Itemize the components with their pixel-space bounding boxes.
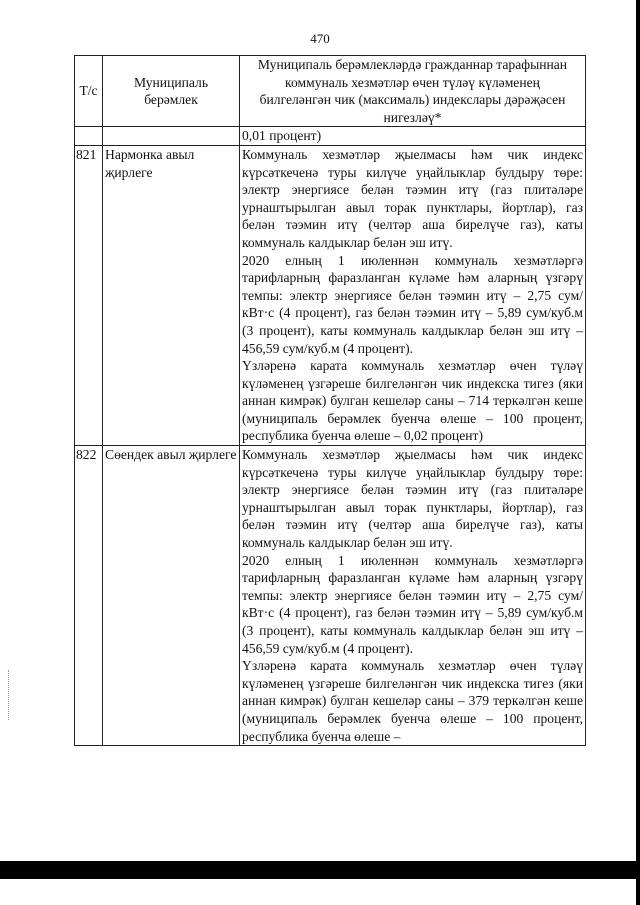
- scan-margin-mark: [8, 670, 13, 720]
- continuation-text: 0,01 процент): [240, 127, 586, 146]
- paragraph-tariffs: 2020 елның 1 июленнән коммуналь хезмәтләргә тарифларның фаразланган күләме һәм аларның үзгәрү темпы: электр энергиясе белән тәэмин итү – 2,75 сум/кВт·с (4 процент), газ белән тәэмин итү – 5,89 сум/куб.м (3 процент), каты коммуналь калдыклар белән эш итү – 456,59 сум/куб.м (4 процент).: [242, 552, 583, 656]
- header-description: Муниципаль берәмлекләрдә гражданнар тарафыннан коммуналь хезмәтләр өчен түләү күләменең билгеләнгән чик (максималь) индекслары дәрәҗәсен нигезләү*: [240, 56, 586, 127]
- row-number: 821: [75, 145, 103, 445]
- table-row: [75, 446, 586, 746]
- paragraph-tariffs: 2020 елның 1 июленнән коммуналь хезмәтләргә тарифларның фаразланган күләме һәм аларның үзгәрү темпы: электр энергиясе белән тәэмин итү – 2,75 сум/кВт·с (4 процент), газ белән тәэмин итү – 5,89 сум/куб.м (3 процент), каты коммуналь калдыклар белән эш итү – 456,59 сум/куб.м (4 процент).: [242, 252, 583, 356]
- continuation-municipality-cell: [103, 127, 240, 146]
- scan-right-edge: [636, 0, 640, 905]
- continuation-num-cell: [75, 127, 103, 146]
- paragraph-utilities: Коммуналь хезмәтләр җыелмасы һәм чик индекс күрсәткеченә туры килүче уңайлыклар булдыру төре: электр энергиясе белән тәэмин итү (газ плитәләре урнаштырылган авыл торак пунктлары, йортлар), газ белән тәэмин итү (челтәр аша бирелүче газ), каты коммуналь калдыклар белән эш итү.: [242, 447, 583, 551]
- paragraph-persons: Үзләренә карата коммуналь хезмәтләр өчен түләү күләменең үзгәреше билгеләнгән чик индекска тигез (яки аннан кимрәк) булган кешеләр саны – 714 теркәлгән кеше (муниципаль берәмлек буенча өлеше – 100 процент, республика буенча өлеше – 0,02 процент): [242, 358, 583, 444]
- page-number: 470: [310, 31, 330, 46]
- paragraph-utilities: Коммуналь хезмәтләр җыелмасы һәм чик индекс күрсәткеченә туры килүче уңайлыклар булдыру төре: электр энергиясе белән тәэмин итү (газ плитәләре урнаштырылган авыл торак пунктлары, йортлар), газ белән тәэмин итү (челтәр аша бирелүче газ), каты коммуналь калдыклар белән эш итү.: [242, 146, 583, 250]
- table-row: [75, 145, 586, 445]
- description-cell: [240, 446, 586, 746]
- municipal-index-table: [74, 55, 586, 746]
- header-municipality: Муниципаль берәмлек: [103, 56, 240, 127]
- description-cell: [240, 145, 586, 445]
- row-number: 822: [75, 446, 103, 746]
- table-header-row: [75, 56, 586, 127]
- header-num: Т/с: [75, 56, 103, 127]
- scan-bottom-bar: [0, 861, 640, 879]
- continuation-row: [75, 127, 586, 146]
- municipality-name: Сөендек авыл җирлеге: [103, 446, 240, 746]
- municipality-name: Нармонка авыл җирлеге: [103, 145, 240, 445]
- paragraph-persons: Үзләренә карата коммуналь хезмәтләр өчен түләү күләменең үзгәреше билгеләнгән чик индекска тигез (яки аннан кимрәк) булган кешеләр саны – 379 теркәлгән кеше (муниципаль берәмлек буенча өлеше – 100 процент, республика буенча өлеше –: [242, 658, 583, 744]
